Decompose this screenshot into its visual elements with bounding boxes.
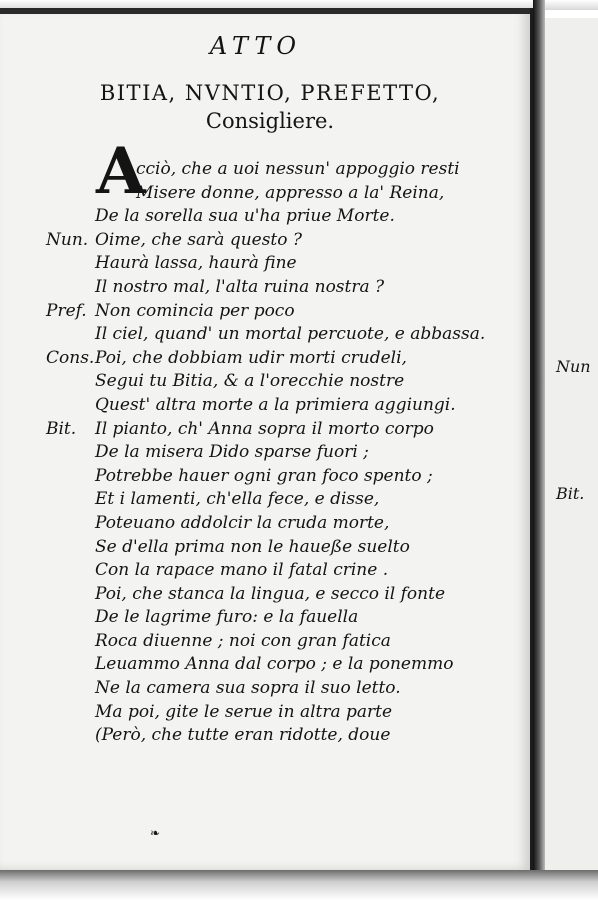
- verse-line-text: Misere donne, appresso a la' Reina,: [136, 182, 445, 203]
- verse-line-text: Il pianto, ch' Anna sopra il morto corpo: [95, 418, 434, 439]
- right-page-speaker-bit: Bit.: [556, 484, 585, 503]
- verse-line-text: cciò, che a uoi nessun' appoggio resti: [136, 159, 460, 179]
- scan-bottom-edge: [0, 870, 598, 900]
- verse-line: [0, 182, 530, 206]
- scene-heading-characters: BITIA, NVNTIO, PREFETTO,: [99, 81, 441, 105]
- verse-line-text: Poteuano addolcir la cruda morte,: [95, 512, 390, 533]
- verse-line: [0, 488, 530, 512]
- verse-line: [0, 653, 530, 677]
- verse-line-text: Il ciel, quand' un mortal percuote, e abbassa.: [95, 324, 486, 345]
- verse-line: [0, 465, 530, 489]
- verse-line: [0, 559, 530, 583]
- verse-line: [0, 630, 530, 654]
- verse-line-text: Et i lamenti, ch'ella fece, e disse,: [95, 489, 380, 510]
- speaker-label: Bit.: [46, 418, 77, 439]
- right-book-page-edge: [545, 18, 598, 880]
- verse-line: [0, 583, 530, 607]
- verse-line: [0, 512, 530, 536]
- right-page-speaker-nun: Nun: [556, 357, 591, 376]
- verse-line-text: Il nostro mal, l'alta ruina nostra ?: [95, 276, 385, 297]
- running-head: ATTO: [209, 32, 303, 60]
- verse-line: [0, 205, 530, 229]
- verse-line: [0, 701, 530, 725]
- verse-line-text: De le lagrime furo: e la fauella: [95, 607, 359, 628]
- verse-line: [0, 229, 530, 253]
- drop-cap-initial: A: [96, 134, 146, 209]
- verse-line: [0, 276, 530, 300]
- verse-line-text: Quest' altra morte a la primiera aggiungi.: [95, 394, 456, 415]
- verse-line: [0, 323, 530, 347]
- verse-line-text: Roca diuenne ; noi con gran fatica: [95, 630, 391, 651]
- book-gutter: [533, 0, 545, 900]
- verse-line: [0, 418, 530, 442]
- scene-heading-continuation: Consigliere.: [205, 109, 335, 133]
- verse-line-text: Oime, che sarà questo ?: [95, 229, 303, 250]
- verse-line-text: Leuammo Anna dal corpo ; e la ponemmo: [95, 654, 454, 675]
- verse-line-text: Ma poi, gite le serue in altra parte: [95, 701, 393, 722]
- stray-ink-mark: ❧: [150, 826, 161, 840]
- speaker-label: Pref.: [46, 300, 87, 321]
- verse-line: [0, 300, 530, 324]
- verse-line-text: Non comincia per poco: [95, 300, 295, 321]
- verse-line: [0, 677, 530, 701]
- verse-line-text: Potrebbe hauer ogni gran foco spento ;: [95, 465, 433, 486]
- verse-line-text: Haurà lassa, haurà fine: [95, 253, 297, 274]
- verse-line-text: Con la rapace mano il fatal crine .: [95, 560, 389, 581]
- verse-line: [0, 536, 530, 560]
- left-book-page: [0, 8, 533, 870]
- verse-line: [0, 158, 530, 182]
- verse-line-text: (Però, che tutte eran ridotte, doue: [95, 725, 391, 746]
- speaker-label: Cons.: [46, 347, 95, 368]
- verse-line-text: Poi, che dobbiam udir morti crudeli,: [95, 347, 407, 368]
- verse-text-block: [0, 158, 530, 748]
- verse-line: [0, 347, 530, 371]
- verse-line-text: De la sorella sua u'ha priue Morte.: [95, 206, 395, 227]
- verse-line: [0, 394, 530, 418]
- verse-line: [0, 370, 530, 394]
- verse-line: [0, 724, 530, 748]
- verse-line-text: Poi, che stanca la lingua, e secco il fonte: [95, 583, 446, 604]
- verse-line: [0, 441, 530, 465]
- speaker-label: Nun.: [46, 229, 89, 250]
- verse-line: [0, 252, 530, 276]
- verse-line-text: Segui tu Bitia, & a l'orecchie nostre: [95, 371, 405, 392]
- verse-line: [0, 606, 530, 630]
- verse-line-text: Se d'ella prima non le haueße suelto: [95, 536, 410, 557]
- verse-line-text: Ne la camera sua sopra il suo letto.: [95, 678, 401, 699]
- verse-line-text: De la misera Dido sparse fuori ;: [95, 442, 369, 463]
